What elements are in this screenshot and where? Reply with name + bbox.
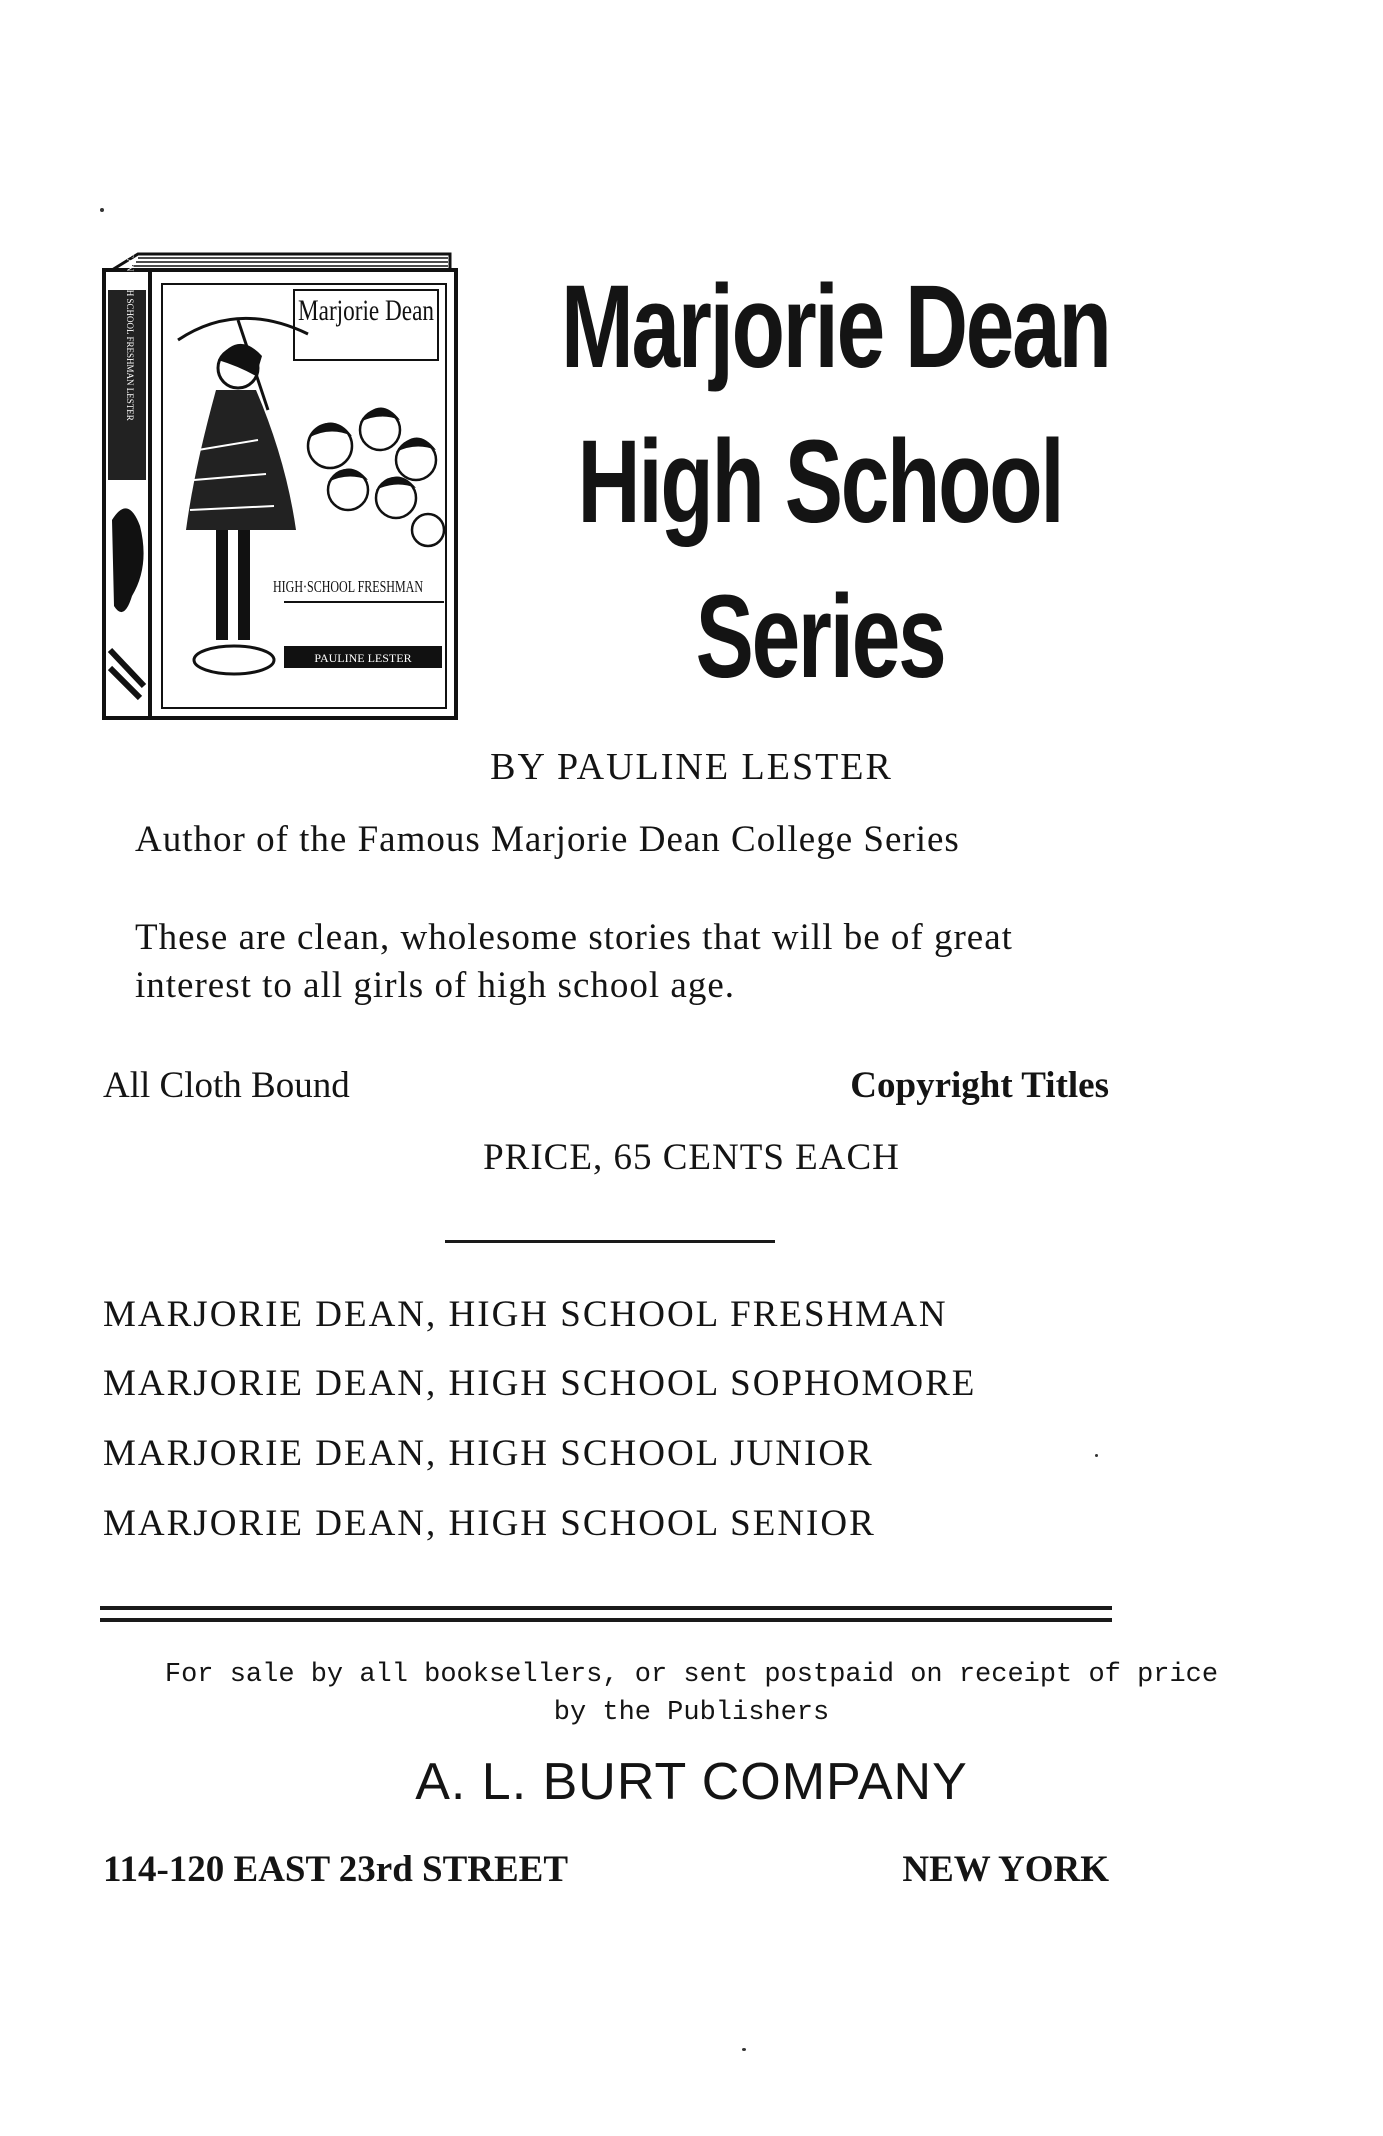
price: PRICE, 65 CENTS EACH: [483, 1137, 900, 1178]
author-note: Author of the Famous Marjorie Dean College Series: [135, 819, 960, 860]
spine-text: MARJORIE DEAN HIGH SCHOOL FRESHMAN LESTER: [125, 199, 135, 421]
book-title-item: MARJORIE DEAN, HIGH SCHOOL SENIOR: [103, 1503, 876, 1544]
cover-author: PAULINE LESTER: [314, 651, 412, 665]
double-rule-bottom: [100, 1618, 1112, 1622]
book-title-item: MARJORIE DEAN, HIGH SCHOOL FRESHMAN: [103, 1294, 948, 1335]
byline: BY PAULINE LESTER: [490, 746, 893, 788]
sale-note-line-2: by the Publishers: [553, 1698, 830, 1728]
series-title-line-1: Marjorie Dean: [561, 261, 1110, 393]
divider: [445, 1240, 775, 1243]
copyright-note: Copyright Titles: [850, 1065, 1109, 1106]
book-title-item: MARJORIE DEAN, HIGH SCHOOL JUNIOR: [103, 1433, 874, 1474]
sale-note-line-1: For sale by all booksellers, or sent postpaid on receipt of price: [164, 1660, 1219, 1690]
description-line-2: interest to all girls of high school age.: [135, 965, 735, 1006]
print-speck: [742, 2048, 746, 2051]
book-title-item: MARJORIE DEAN, HIGH SCHOOL SOPHOMORE: [103, 1363, 977, 1404]
binding-note: All Cloth Bound: [103, 1065, 350, 1106]
publisher-address: 114-120 EAST 23rd STREET: [103, 1849, 569, 1890]
print-speck: [1095, 1454, 1098, 1457]
series-title-line-2: High School: [577, 416, 1063, 548]
description-line-1: These are clean, wholesome stories that will be of great: [135, 917, 1013, 958]
double-rule-top: [100, 1606, 1112, 1610]
publisher-city: NEW YORK: [902, 1849, 1109, 1890]
print-speck: [100, 208, 104, 212]
cover-subtitle: HIGH·SCHOOL FRESHMAN: [273, 577, 423, 596]
cover-title: Marjorie Dean: [298, 294, 434, 327]
book-cover-illustration: [98, 199, 460, 720]
series-title-line-3: Series: [695, 571, 945, 703]
publisher-name: A. L. BURT COMPANY: [415, 1753, 968, 1811]
